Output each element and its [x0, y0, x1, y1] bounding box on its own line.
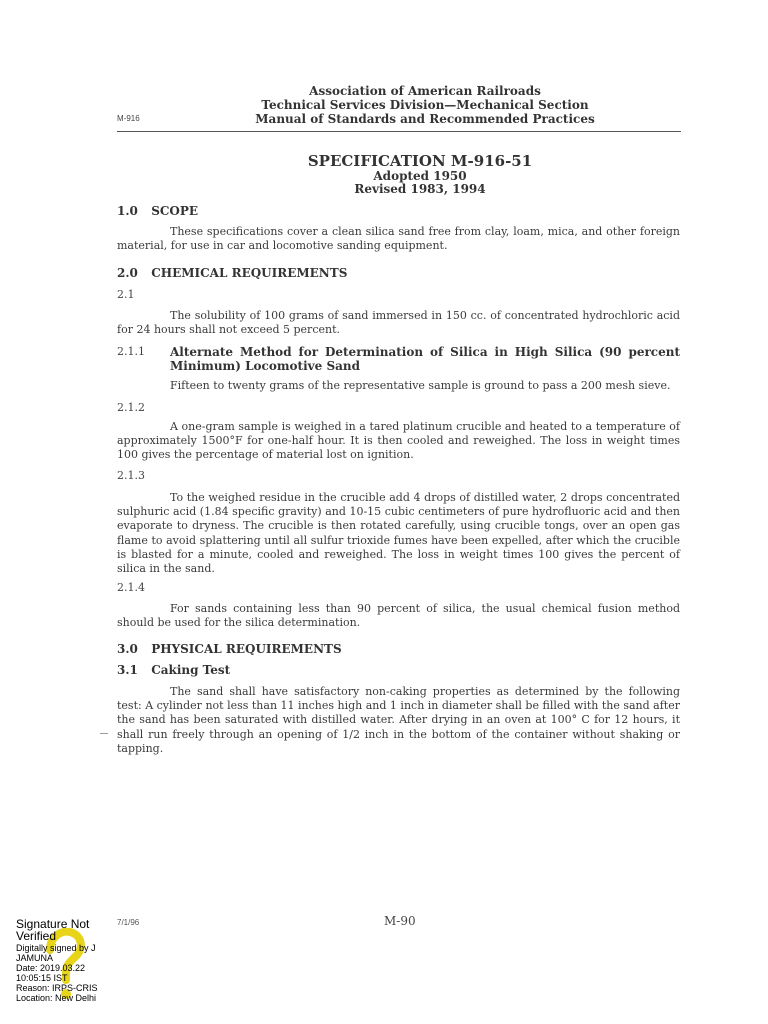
spec-revised: Revised 1983, 1994 — [354, 182, 486, 196]
footer-date: 7/1/96 — [117, 918, 140, 927]
clause-number-2-1-3: 2.1.3 — [117, 469, 145, 482]
clause-2-1-1-title: Alternate Method for Determination of Silica in High Silica (90 percent Minimum) Locomotive Sand — [170, 345, 680, 373]
clause-2-1-1-paragraph — [117, 379, 680, 393]
section-number: 1.0 — [117, 204, 138, 218]
paragraph-text: The sand shall have satisfactory non-caking properties as determined by the following test: A cylinder not less than 11 inches high and 1 inch in diameter shall be filled with the sand after the sand has been saturated with distilled water. After drying in an oven at 100° C for 12 hours, it shall run freely through an opening of 1/2 inch in the bottom of the container without shaking or tapping. — [117, 685, 680, 755]
document-header — [220, 84, 630, 126]
clause-number-2-1-2: 2.1.2 — [117, 401, 145, 414]
clause-2-1-paragraph — [117, 309, 680, 337]
caking-test-paragraph — [117, 685, 680, 756]
header-rule — [117, 131, 681, 132]
paragraph-text: The solubility of 100 grams of sand immersed in 150 cc. of concentrated hydrochloric acid for 24 hours shall not exceed 5 percent. — [117, 309, 680, 337]
clause-2-1-2-paragraph — [117, 420, 680, 463]
section-number: 3.1 — [117, 663, 138, 677]
header-division: Technical Services Division—Mechanical Section — [261, 98, 589, 112]
clause-number-2-1: 2.1 — [117, 288, 135, 301]
clause-heading-caking-test — [117, 663, 230, 677]
section-number: 2.0 — [117, 266, 138, 280]
header-organization: Association of American Railroads — [309, 84, 541, 98]
section-heading-scope — [117, 204, 198, 218]
margin-mark — [100, 733, 108, 734]
section-number: 3.0 — [117, 642, 138, 656]
paragraph-text: These specifications cover a clean silica sand free from clay, loam, mica, and other foreign material, for use in car and locomotive sanding equipment. — [117, 225, 680, 253]
signature-date: Date: 2019.03.22 — [16, 963, 86, 973]
spec-title: SPECIFICATION M-916-51 — [307, 152, 533, 170]
paragraph-text: For sands containing less than 90 percent of silica, the usual chemical fusion method should be used for the silica determination. — [117, 602, 680, 630]
section-title: Caking Test — [151, 663, 231, 677]
clause-number-2-1-4: 2.1.4 — [117, 581, 145, 594]
spec-adopted: Adopted 1950 — [373, 169, 467, 183]
signature-time: 10:05:15 IST — [16, 973, 68, 983]
section-title: SCOPE — [151, 204, 199, 218]
spec-title-block — [200, 153, 640, 196]
paragraph-text: To the weighed residue in the crucible add 4 drops of distilled water, 2 drops concentrated sulphuric acid (1.84 specific gravity) and 10-15 cubic centimeters of pure hydrofluoric acid and then evaporate to dryness. The crucible is then rotated carefully, using crucible tongs, over an open gas flame to avoid splattering until all sulfur trioxide fumes have been expelled, after which the crucible is blasted for a minute, cooled and reweighed. The loss in weight times 100 gives the percent of silica in the sand. — [117, 491, 680, 576]
scope-paragraph — [117, 225, 680, 253]
section-heading-physical — [117, 642, 342, 656]
digital-signature-block — [16, 918, 126, 1003]
paragraph-text: Fifteen to twenty grams of the representative sample is ground to pass a 200 mesh sieve. — [170, 379, 671, 392]
paragraph-text: A one-gram sample is weighed in a tared platinum crucible and heated to a temperature of approximately 1500°F for one-half hour. It is then cooled and reweighed. The loss in weight times 100 gives the percentage of material lost on ignition. — [117, 420, 680, 462]
section-title: CHEMICAL REQUIREMENTS — [151, 266, 348, 280]
signature-details — [16, 943, 126, 1003]
page-number: M-90 — [384, 914, 416, 928]
clause-number-2-1-1: 2.1.1 — [117, 345, 145, 358]
clause-2-1-4-paragraph — [117, 602, 680, 630]
signature-status: Signature Not Verified — [16, 917, 90, 943]
signature-location: Location: New Delhi — [16, 993, 97, 1003]
signature-reason: Reason: IRPS-CRIS — [16, 983, 98, 993]
signature-signer: Digitally signed by J JAMUNA — [16, 943, 96, 963]
section-title: PHYSICAL REQUIREMENTS — [151, 642, 342, 656]
header-manual: Manual of Standards and Recommended Practices — [255, 112, 595, 126]
document-code: M-916 — [117, 114, 140, 123]
section-heading-chemical — [117, 266, 347, 280]
clause-2-1-3-paragraph — [117, 491, 680, 576]
